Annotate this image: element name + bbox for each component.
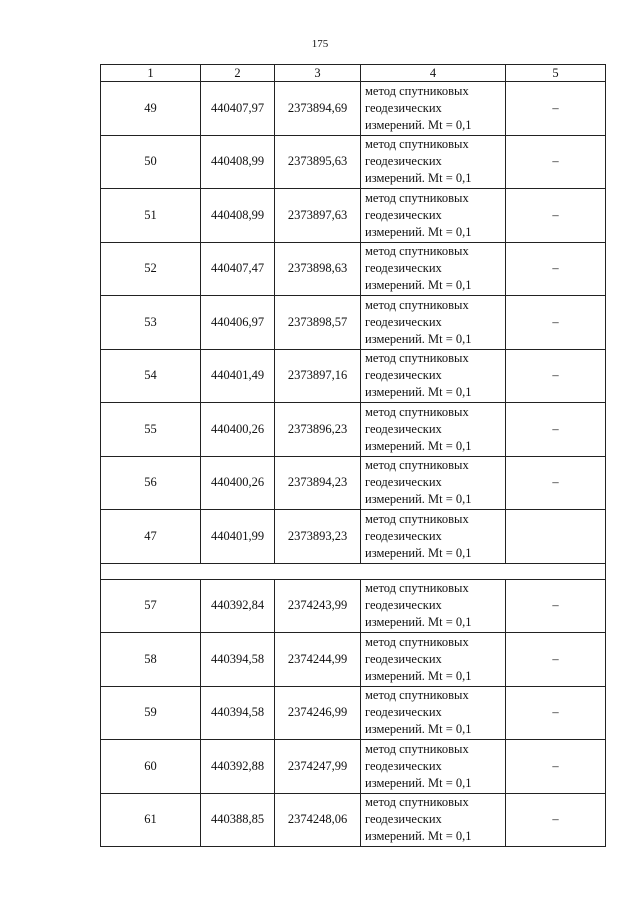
method-line: метод спутниковых <box>365 297 469 312</box>
method-description <box>361 82 506 136</box>
method-line: геодезических <box>365 475 442 490</box>
method-description <box>361 403 506 457</box>
method-line: геодезических <box>365 421 442 436</box>
note-cell: – <box>506 349 606 403</box>
method-description <box>361 349 506 403</box>
method-description <box>361 242 506 296</box>
method-line: геодезических <box>365 368 442 383</box>
method-line: метод спутниковых <box>365 688 469 703</box>
method-line: геодезических <box>365 100 442 115</box>
method-line: геодезических <box>365 207 442 222</box>
note-cell: – <box>506 740 606 794</box>
method-line: геодезических <box>365 261 442 276</box>
method-description <box>361 510 506 564</box>
note-cell: – <box>506 403 606 457</box>
method-description <box>361 135 506 189</box>
method-line: метод спутниковых <box>365 244 469 259</box>
method-description <box>361 740 506 794</box>
coordinate-y: 2374244,99 <box>275 633 361 687</box>
method-line: измерений. Mt = 0,1 <box>365 171 472 186</box>
method-line: измерений. Mt = 0,1 <box>365 668 472 683</box>
table-row <box>101 135 606 189</box>
coordinate-x: 440408,99 <box>201 135 275 189</box>
point-number: 51 <box>101 189 201 243</box>
method-line: метод спутниковых <box>365 351 469 366</box>
table-row <box>101 349 606 403</box>
method-line: измерений. Mt = 0,1 <box>365 775 472 790</box>
method-line: измерений. Mt = 0,1 <box>365 615 472 630</box>
table-body <box>101 82 606 847</box>
point-number: 53 <box>101 296 201 350</box>
column-header-3: 3 <box>275 65 361 82</box>
table-row <box>101 686 606 740</box>
point-number: 60 <box>101 740 201 794</box>
coordinate-y: 2374243,99 <box>275 579 361 633</box>
page-number: 175 <box>311 38 329 50</box>
note-cell: – <box>506 633 606 687</box>
point-number: 59 <box>101 686 201 740</box>
note-cell: – <box>506 579 606 633</box>
table-row <box>101 242 606 296</box>
point-number: 50 <box>101 135 201 189</box>
method-line: геодезических <box>365 598 442 613</box>
method-description <box>361 793 506 847</box>
method-description <box>361 189 506 243</box>
point-number: 52 <box>101 242 201 296</box>
method-description <box>361 296 506 350</box>
method-line: метод спутниковых <box>365 137 469 152</box>
method-line: геодезических <box>365 314 442 329</box>
note-cell: – <box>506 242 606 296</box>
method-line: геодезических <box>365 705 442 720</box>
coordinate-x: 440407,97 <box>201 82 275 136</box>
point-number: 61 <box>101 793 201 847</box>
method-line: метод спутниковых <box>365 741 469 756</box>
coordinate-x: 440406,97 <box>201 296 275 350</box>
method-line: геодезических <box>365 651 442 666</box>
note-cell: – <box>506 686 606 740</box>
method-line: метод спутниковых <box>365 511 469 526</box>
coordinate-x: 440401,99 <box>201 510 275 564</box>
coordinate-y: 2373898,63 <box>275 242 361 296</box>
coordinate-y: 2373895,63 <box>275 135 361 189</box>
note-cell: – <box>506 135 606 189</box>
note-cell: – <box>506 296 606 350</box>
method-line: геодезических <box>365 528 442 543</box>
point-number: 58 <box>101 633 201 687</box>
header-row <box>101 65 606 82</box>
method-description <box>361 686 506 740</box>
method-line: измерений. Mt = 0,1 <box>365 331 472 346</box>
table-row <box>101 633 606 687</box>
method-line: измерений. Mt = 0,1 <box>365 278 472 293</box>
table-row <box>101 296 606 350</box>
method-description <box>361 456 506 510</box>
coordinate-x: 440400,26 <box>201 456 275 510</box>
point-number: 57 <box>101 579 201 633</box>
method-description <box>361 633 506 687</box>
method-line: измерений. Mt = 0,1 <box>365 545 472 560</box>
column-header-4: 4 <box>361 65 506 82</box>
method-line: измерений. Mt = 0,1 <box>365 385 472 400</box>
note-cell: – <box>506 456 606 510</box>
method-line: измерений. Mt = 0,1 <box>365 438 472 453</box>
column-header-2: 2 <box>201 65 275 82</box>
note-cell: – <box>506 793 606 847</box>
method-line: измерений. Mt = 0,1 <box>365 224 472 239</box>
method-line: измерений. Mt = 0,1 <box>365 117 472 132</box>
coordinate-x: 440394,58 <box>201 686 275 740</box>
method-line: метод спутниковых <box>365 634 469 649</box>
table-row <box>101 456 606 510</box>
coordinate-y: 2373893,23 <box>275 510 361 564</box>
method-line: геодезических <box>365 812 442 827</box>
table-row <box>101 579 606 633</box>
point-number: 56 <box>101 456 201 510</box>
coordinate-x: 440392,88 <box>201 740 275 794</box>
coordinate-y: 2373894,23 <box>275 456 361 510</box>
method-line: метод спутниковых <box>365 581 469 596</box>
table-row <box>101 510 606 564</box>
separator-cell <box>101 563 606 579</box>
coordinate-x: 440388,85 <box>201 793 275 847</box>
method-line: геодезических <box>365 154 442 169</box>
table-row <box>101 740 606 794</box>
column-header-1: 1 <box>101 65 201 82</box>
point-number: 55 <box>101 403 201 457</box>
table-row <box>101 793 606 847</box>
coordinate-y: 2374247,99 <box>275 740 361 794</box>
method-line: метод спутниковых <box>365 83 469 98</box>
coordinate-y: 2373897,16 <box>275 349 361 403</box>
coordinate-y: 2373894,69 <box>275 82 361 136</box>
note-cell: – <box>506 82 606 136</box>
method-line: геодезических <box>365 758 442 773</box>
point-number: 54 <box>101 349 201 403</box>
point-number: 49 <box>101 82 201 136</box>
coordinate-x: 440394,58 <box>201 633 275 687</box>
coordinate-x: 440408,99 <box>201 189 275 243</box>
method-line: измерений. Mt = 0,1 <box>365 829 472 844</box>
method-description <box>361 579 506 633</box>
column-header-5: 5 <box>506 65 606 82</box>
method-line: метод спутниковых <box>365 404 469 419</box>
coordinate-x: 440400,26 <box>201 403 275 457</box>
method-line: измерений. Mt = 0,1 <box>365 492 472 507</box>
table-row <box>101 403 606 457</box>
method-line: метод спутниковых <box>365 795 469 810</box>
coordinate-x: 440401,49 <box>201 349 275 403</box>
coordinate-x: 440392,84 <box>201 579 275 633</box>
coordinate-x: 440407,47 <box>201 242 275 296</box>
method-line: метод спутниковых <box>365 190 469 205</box>
table-row <box>101 189 606 243</box>
coordinate-y: 2374246,99 <box>275 686 361 740</box>
coordinates-table <box>100 64 606 847</box>
table-header <box>101 65 606 82</box>
note-cell: – <box>506 189 606 243</box>
method-line: измерений. Mt = 0,1 <box>365 722 472 737</box>
coordinate-y: 2373898,57 <box>275 296 361 350</box>
table-row <box>101 82 606 136</box>
separator-row <box>101 563 606 579</box>
note-cell <box>506 510 606 564</box>
coordinate-y: 2374248,06 <box>275 793 361 847</box>
coordinate-y: 2373897,63 <box>275 189 361 243</box>
method-line: метод спутниковых <box>365 458 469 473</box>
point-number: 47 <box>101 510 201 564</box>
coordinate-y: 2373896,23 <box>275 403 361 457</box>
